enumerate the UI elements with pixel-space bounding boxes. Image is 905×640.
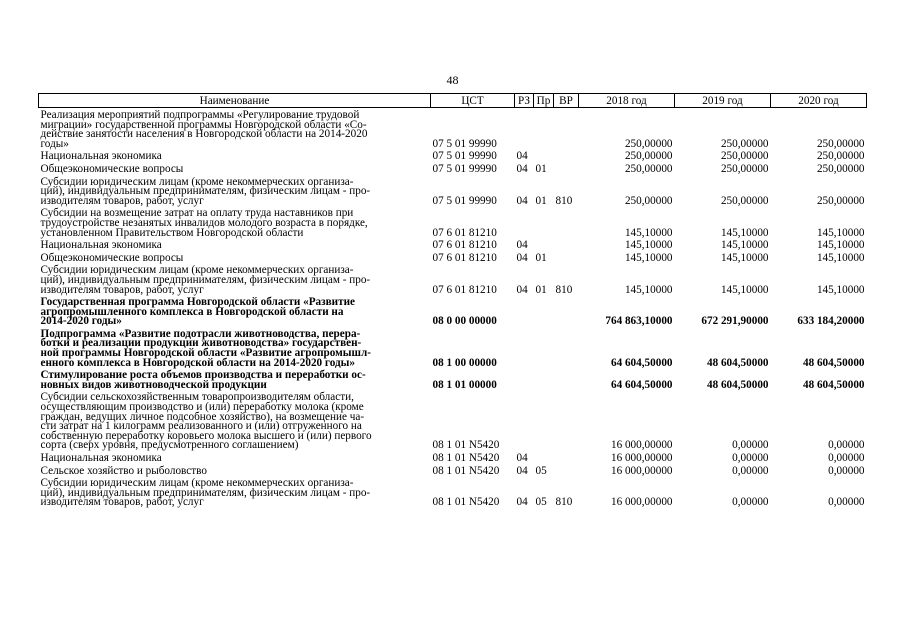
- row-name: Стимулирование роста объемов производства и переработки ос- новных видов животноводческой продукции: [40, 369, 366, 391]
- amount-2020: 145,10000: [816, 251, 865, 264]
- rz-cell: [515, 327, 534, 368]
- amount-2020: 250,00000: [816, 150, 865, 163]
- rz-cell: 04: [516, 464, 528, 477]
- vr-cell: 810: [555, 496, 573, 509]
- vr-cell: [554, 390, 579, 451]
- amount-2018: 250,00000: [624, 162, 673, 175]
- amount-2019: 0,00000: [732, 452, 769, 464]
- rz-cell: 04: [516, 150, 528, 163]
- cst-cell: 08 1 01 N5420: [432, 496, 500, 509]
- pr-cell: [534, 327, 554, 368]
- pr-cell: [534, 206, 554, 238]
- pr-cell: 05: [535, 496, 547, 509]
- pr-cell: [534, 149, 554, 162]
- amount-2020: 633 184,20000: [797, 315, 865, 328]
- table-row: [39, 263, 867, 295]
- table-row: [39, 295, 867, 327]
- rz-cell: 04: [516, 496, 528, 509]
- amount-2019: 0,00000: [732, 496, 769, 509]
- cst-cell: 08 1 00 00000: [432, 356, 497, 369]
- cst-cell: 07 6 01 81210: [432, 283, 497, 296]
- cst-cell: 07 5 01 99990: [432, 162, 497, 175]
- amount-2020: 145,10000: [816, 226, 865, 239]
- row-name: Общеэкономические вопросы: [40, 162, 184, 175]
- amount-2018: 250,00000: [624, 150, 673, 163]
- cst-cell: 08 1 01 N5420: [432, 439, 500, 452]
- table-row: [39, 108, 867, 150]
- amount-2019: 250,00000: [720, 162, 769, 175]
- pr-cell: [534, 238, 554, 251]
- pr-cell: 01: [535, 283, 547, 296]
- header-2020: 2020 год: [771, 94, 867, 108]
- amount-2018: 250,00000: [624, 137, 673, 150]
- row-name: Национальная экономика: [40, 150, 162, 163]
- cst-cell: 07 5 01 99990: [432, 137, 497, 150]
- table-row: [39, 464, 867, 477]
- amount-2018: 64 604,50000: [610, 378, 673, 391]
- table-row: [39, 175, 867, 207]
- amount-2018: 764 863,10000: [605, 315, 673, 328]
- table-row: [39, 238, 867, 251]
- vr-cell: [554, 464, 579, 477]
- table-header-row: [39, 94, 867, 108]
- amount-2018: 145,10000: [624, 239, 673, 252]
- amount-2018: 250,00000: [624, 194, 673, 207]
- cst-cell: 07 5 01 99990: [432, 150, 497, 163]
- cst-cell: 08 1 01 N5420: [432, 452, 500, 464]
- amount-2019: 250,00000: [720, 194, 769, 207]
- pr-cell: [534, 295, 554, 327]
- amount-2018: 64 604,50000: [610, 356, 673, 369]
- row-name: Субсидии юридическим лицам (кроме некоммерческих организа- ций), индивидуальным предпринимателям, физическим лицам - про- изводителям товаров, работ, услуг: [40, 477, 371, 509]
- amount-2018: 16 000,00000: [610, 464, 673, 477]
- amount-2018: 145,10000: [624, 283, 673, 296]
- pr-cell: [534, 451, 554, 464]
- amount-2019: 48 604,50000: [706, 356, 769, 369]
- vr-cell: [554, 108, 579, 150]
- header-name: Наименование: [39, 94, 431, 108]
- rz-cell: 04: [516, 162, 528, 175]
- table-row: [39, 149, 867, 162]
- cst-cell: 07 6 01 81210: [432, 226, 497, 239]
- cst-cell: 08 0 00 00000: [432, 315, 497, 328]
- page-number: 48: [446, 73, 459, 87]
- row-name: Национальная экономика: [40, 452, 162, 464]
- amount-2020: 250,00000: [816, 194, 865, 207]
- vr-cell: [554, 206, 579, 238]
- vr-cell: [554, 162, 579, 175]
- amount-2019: 145,10000: [720, 283, 769, 296]
- table-body: [39, 108, 867, 508]
- vr-cell: [554, 238, 579, 251]
- vr-cell: [554, 451, 579, 464]
- amount-2018: 16 000,00000: [610, 439, 673, 452]
- pr-cell: [534, 368, 554, 390]
- amount-2018: 16 000,00000: [610, 452, 673, 464]
- rz-cell: 04: [516, 283, 528, 296]
- vr-cell: [554, 149, 579, 162]
- rz-cell: [515, 295, 534, 327]
- row-name: Сельское хозяйство и рыболовство: [40, 464, 207, 477]
- budget-table: [38, 93, 867, 508]
- table-row: [39, 368, 867, 390]
- amount-2020: 0,00000: [828, 439, 865, 452]
- amount-2019: 145,10000: [720, 251, 769, 264]
- row-name: Подпрограмма «Развитие подотрасли животноводства, перера- ботки и реализации продукции животноводства» государствен- ной программы Новгородской области «Развитие агропромышл- енного комплекса в Новгородской области на 2014-2020 годы»: [40, 327, 371, 369]
- header-2019: 2019 год: [675, 94, 771, 108]
- rz-cell: 04: [516, 194, 528, 207]
- amount-2018: 145,10000: [624, 251, 673, 264]
- row-name: Субсидии сельскохозяйственным товаропроизводителям области, осуществляющим производство и (или) переработку молока (кроме граждан, ведущих личное подсобное хозяйство), на возмещение ча- сти затрат на 1 килограмм реализованного и (или) отгруженного на собственную переработку коровьего молока высшего и (или) первого сорта (сверх уровня, предусмотренного соглашением): [40, 391, 372, 452]
- amount-2020: 250,00000: [816, 137, 865, 150]
- vr-cell: [554, 251, 579, 264]
- vr-cell: [554, 368, 579, 390]
- cst-cell: 08 1 01 N5420: [432, 464, 500, 477]
- rz-cell: 04: [516, 452, 528, 464]
- table-row: [39, 390, 867, 451]
- amount-2020: 48 604,50000: [802, 378, 865, 391]
- vr-cell: [554, 295, 579, 327]
- cst-cell: 07 6 01 81210: [432, 239, 497, 252]
- amount-2020: 0,00000: [828, 464, 865, 477]
- amount-2018: 16 000,00000: [610, 496, 673, 509]
- row-name: Субсидии юридическим лицам (кроме некоммерческих организа- ций), индивидуальным предпринимателям, физическим лицам - про- изводителям товаров, работ, услуг: [40, 264, 371, 296]
- amount-2020: 145,10000: [816, 239, 865, 252]
- row-name: Субсидии на возмещение затрат на оплату труда наставников при трудоустройстве незанятых инвалидов молодого возраста в порядке, установленном Правительством Новгородской области: [40, 207, 368, 239]
- row-name: Национальная экономика: [40, 239, 162, 252]
- rz-cell: [515, 390, 534, 451]
- amount-2018: 145,10000: [624, 226, 673, 239]
- rz-cell: [515, 368, 534, 390]
- row-name: Субсидии юридическим лицам (кроме некоммерческих организа- ций), индивидуальным предпринимателям, физическим лицам - про- изводителям товаров, работ, услуг: [40, 175, 371, 207]
- cst-cell: 08 1 01 00000: [432, 378, 497, 391]
- vr-cell: 810: [555, 283, 573, 296]
- pr-cell: [534, 390, 554, 451]
- amount-2020: 145,10000: [816, 283, 865, 296]
- table-row: [39, 451, 867, 464]
- rz-cell: 04: [516, 239, 528, 252]
- amount-2019: 48 604,50000: [706, 378, 769, 391]
- cst-cell: 07 5 01 99990: [432, 194, 497, 207]
- amount-2020: 250,00000: [816, 162, 865, 175]
- pr-cell: [534, 108, 554, 150]
- pr-cell: 05: [535, 464, 547, 477]
- amount-2019: 145,10000: [720, 226, 769, 239]
- row-name: Общеэкономические вопросы: [40, 251, 184, 264]
- amount-2019: 0,00000: [732, 464, 769, 477]
- table-row: [39, 162, 867, 175]
- amount-2019: 672 291,90000: [701, 315, 769, 328]
- header-rz: РЗ: [515, 94, 534, 108]
- table-row: [39, 476, 867, 508]
- pr-cell: 01: [535, 251, 547, 264]
- amount-2019: 250,00000: [720, 137, 769, 150]
- amount-2019: 145,10000: [720, 239, 769, 252]
- header-pr: Пр: [534, 94, 554, 108]
- rz-cell: 04: [516, 251, 528, 264]
- row-name: Государственная программа Новгородской области «Развитие агропромышленного комплекса в Новгородской области на 2014-2020 годы»: [40, 296, 356, 328]
- vr-cell: 810: [555, 194, 573, 207]
- table-row: [39, 206, 867, 238]
- cst-cell: 07 6 01 81210: [432, 251, 497, 264]
- amount-2020: 0,00000: [828, 452, 865, 464]
- header-2018: 2018 год: [579, 94, 675, 108]
- amount-2020: 0,00000: [828, 496, 865, 509]
- row-name: Реализация мероприятий подпрограммы «Регулирование трудовой миграции» государственной программы Новгородской области «Со- действие занятости населения в Новгородской области на 2014-2020 годы»: [40, 109, 368, 150]
- table-row: [39, 251, 867, 264]
- pr-cell: 01: [535, 162, 547, 175]
- pr-cell: 01: [535, 194, 547, 207]
- table-row: [39, 327, 867, 368]
- amount-2019: 250,00000: [720, 150, 769, 163]
- vr-cell: [554, 327, 579, 368]
- amount-2020: 48 604,50000: [802, 356, 865, 369]
- rz-cell: [515, 206, 534, 238]
- header-vr: ВР: [554, 94, 579, 108]
- amount-2019: 0,00000: [732, 439, 769, 452]
- header-cst: ЦСТ: [431, 94, 515, 108]
- rz-cell: [515, 108, 534, 150]
